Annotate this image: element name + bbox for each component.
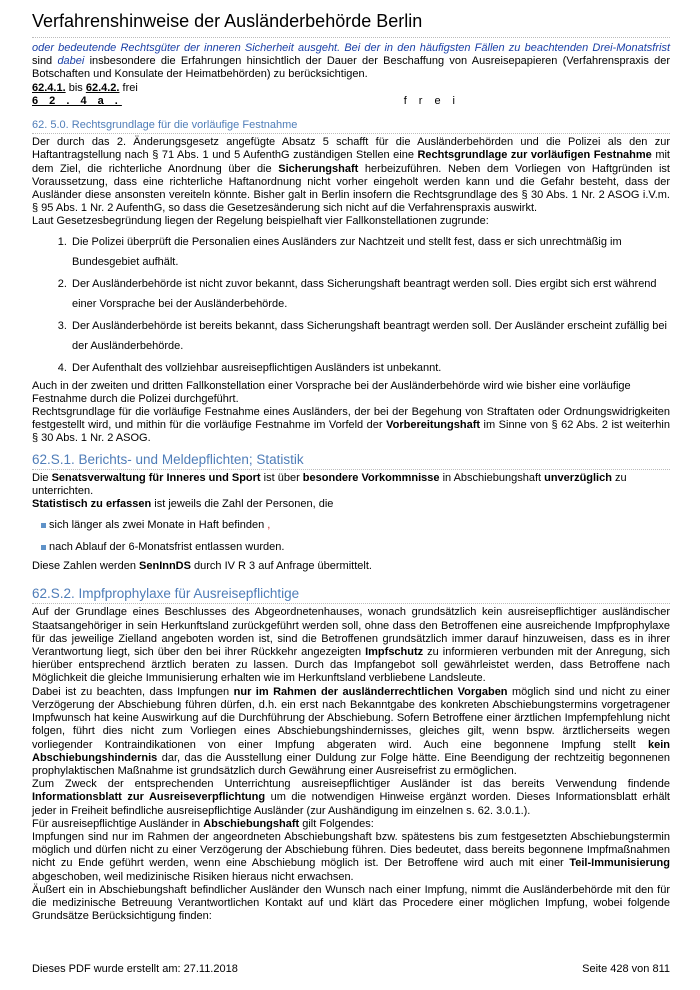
heading-divider bbox=[32, 133, 670, 134]
list-item: nach Ablauf der 6-Monatsfrist entlassen wurden. bbox=[41, 537, 670, 557]
paragraph: Zum Zweck der entsprechenden Unterrichtung ausreisepflichtiger Ausländer ist das bereits Verwendung findende Informationsblatt zur Ausreiseverpflichtung um die notwendigen Hinweise ergänzt worden. Dieses Informationsblatt erhält jeder in Freiheit befindliche ausreisepflichtige Ausländer (zur Aushändigung im einzelnen s. 62. 3.0.1.). bbox=[32, 778, 670, 817]
title-divider bbox=[32, 37, 670, 38]
paragraph: Statistisch zu erfassen ist jeweils die Zahl der Personen, die bbox=[32, 498, 334, 511]
heading-62-s-1: 62.S.1. Berichts- und Meldepflichten; Statistik bbox=[32, 451, 304, 467]
paragraph: Der durch das 2. Änderungsgesetz angefügte Absatz 5 schafft für die Ausländerbehörden und die Polizei als den zur Haftantragstellung nach § 71 Abs. 1 und 5 AufenthG zuständigen Stellen eine Rechtsgrundlage zur vorläufigen Festnahme mit dem Ziel, die richterliche Anordnung über die Sicherungshaft herbeizuführen. Neben dem Vorliegen von Haftgründen ist Voraussetzung, dass eine richterliche Haftanordnung nicht vorher eingeholt werden kann und die Gefahr besteht, dass der Ausländer diese ansonsten vereiteln könnte. Bisher galt in Berlin insofern die Rechtsgrundlage des § 30 Abs. 1 Nr. 2 ASOG i.V.m. § 95 Abs. 1 Nr. 2 AufenthG, so dass die Gesetzesänderung sich nicht auf die Verfahrenspraxis auswirkt. bbox=[32, 136, 670, 215]
paragraph: Äußert ein in Abschiebungshaft befindlicher Ausländer den Wunsch nach einer Impfung, nimmt die Ausländerbehörde mit den für die medizinische Betreuung Verantwortlichen Kontakt auf und klärt das Procedere einer möglichen Impfung, wobei folgende Grundsätze Berücksichtigung finden: bbox=[32, 883, 670, 923]
section-refs: 62.4.1. bis 62.4.2. frei bbox=[32, 81, 138, 94]
paragraph: Impfungen sind nur im Rahmen der angeordneten Abschiebungshaft bzw. spätestens bis zum festgesetzten Abschiebungstermin möglich und dürfen nicht zu einer Verzögerung der Abschiebung führen. Dies bedeutet, dass bereits begonnene Impfmaßnahmen nicht zu Ende geführt werden, wenn eine Abschiebung möglich ist. Der Betroffene wird auch mit einer Teil-Immunisierung abgeschoben, weil medizinische Risiken hieraus nicht erwachsen. bbox=[32, 830, 670, 883]
paragraph: Auf der Grundlage eines Beschlusses des Abgeordnetenhauses, wonach grundsätzlich kein ausreisepflichtiger ausländischer Staatsangehöriger in sein Herkunftsland zurückgeführt werden soll, ohne dass den Betroffenen eine ausreichende Impfprophylaxe für das jeweilige Zielland angeboten worden ist, sind die Betroffenen grundsätzlich immer darauf hinzuweisen, dass es in ihrer Verantwortung liegt, sich über den bei ihrer Rückkehr angezeigten Impfschutz zu informieren verbunden mit der Anregung, sich hierüber entsprechend ärztlich beraten zu lassen. Durch das Impfangebot soll gewährleistet werden, dass Betroffene nach Möglichkeit die gleiche Immunisierung erhalten wie im Herkunftsland verbliebene Landsleute. bbox=[32, 606, 670, 685]
heading-62-5-0: 62. 5.0. Rechtsgrundlage für die vorläufige Festnahme bbox=[32, 119, 298, 132]
paragraph: Die Senatsverwaltung für Inneres und Sport ist über besondere Vorkommnisse in Abschiebungshaft unverzüglich zu unterrichten. bbox=[32, 471, 627, 497]
page-footer bbox=[32, 963, 670, 975]
list-item: 4. Der Aufenthalt des vollziehbar ausreisepflichtigen Ausländers ist unbekannt. bbox=[70, 358, 670, 378]
list-item: 2. Der Ausländerbehörde ist nicht zuvor bekannt, dass Sicherungshaft beantragt werden soll. Dies ergibt sich erst während einer Vorsprache bei der Ausländerbehörde. bbox=[70, 274, 670, 314]
list-item: sich länger als zwei Monate in Haft befinden , bbox=[41, 515, 670, 535]
link-62-4-1[interactable]: 62.4.1. bbox=[32, 81, 66, 94]
pdf-created-date: Dieses PDF wurde erstellt am: 27.11.2018 bbox=[32, 963, 238, 975]
paragraph: Rechtsgrundlage für die vorläufige Festnahme eines Ausländers, der bei der Begehung von Straftaten oder Ordnungswidrigkeiten festgestellt wird, und mithin für die vorläufige Festnahme im Vorfeld der Vorbereitungshaft im Sinne von § 62 Abs. 2 ist weiterhin § 30 Abs. 1 Nr. 2 ASOG. bbox=[32, 406, 670, 445]
heading-62-s-2: 62.S.2. Impfprophylaxe für Ausreisepflichtige bbox=[32, 586, 300, 602]
statistics-list bbox=[41, 515, 670, 557]
section-62-4a-line bbox=[32, 95, 467, 108]
heading-divider bbox=[32, 603, 670, 604]
link-62-4-2[interactable]: 62.4.2. bbox=[85, 81, 120, 94]
case-list bbox=[56, 232, 670, 378]
document-title: Verfahrenshinweise der Ausländerbehörde Berlin bbox=[32, 11, 423, 31]
bullet-icon bbox=[41, 545, 46, 550]
paragraph: Auch in der zweiten und dritten Fallkonstellation einer Vorsprache bei der Ausländerbehörde wird wie bisher eine vorläufige Festnahme durch die Polizei durchgeführt. bbox=[32, 379, 631, 405]
intro-paragraph: oder bedeutende Rechtsgüter der inneren Sicherheit ausgeht. Bei der in den häufigsten Fällen zu beachtenden Drei-Monatsfrist sind dabei insbesondere die Erfahrungen hinsichtlich der Dauer der Beschaffung von Ausreisepapieren (Verfahrenspraxis der Botschaften und Konsulate der Heimatbehörden) zu berücksichtigen. bbox=[32, 42, 670, 81]
list-item: 3. Der Ausländerbehörde ist bereits bekannt, dass Sicherungshaft beantragt werden soll. Der Ausländer erscheint zufällig bei der Ausländerbehörde. bbox=[70, 316, 670, 356]
document-body bbox=[32, 42, 670, 923]
intro-blue-text: oder bedeutende Rechtsgüter der inneren Sicherheit ausgeht. Bei der in den häufigsten Fällen zu beachtenden Drei-Monatsfrist bbox=[32, 42, 670, 54]
paragraph: Diese Zahlen werden SenInnDS durch IV R 3 auf Anfrage übermittelt. bbox=[32, 560, 372, 573]
section-62-4a-status: frei bbox=[403, 94, 467, 107]
section-62-4a-number[interactable]: 6 2 . 4 a . bbox=[32, 94, 122, 107]
paragraph: Laut Gesetzesbegründung liegen der Regelung beispielhaft vier Fallkonstellationen zugrunde: bbox=[32, 215, 489, 228]
paragraph: Für ausreisepflichtige Ausländer in Abschiebungshaft gilt Folgendes: bbox=[32, 817, 374, 830]
list-item: 1. Die Polizei überprüft die Personalien eines Ausländers zur Nachtzeit und stellt fest, dass er sich unrechtmäßig im Bundesgebiet aufhält. bbox=[70, 232, 670, 272]
intro-blue-word: dabei bbox=[57, 55, 85, 68]
page-number: Seite 428 von 811 bbox=[582, 963, 670, 975]
paragraph: Dabei ist zu beachten, dass Impfungen nur im Rahmen der ausländerrechtlichen Vorgaben möglich sind und nicht zu einer Verzögerung der Abschiebung führen dürfen, d.h. ein erst nach Bekanntgabe des konkreten Abschiebungstermins vorgetragener Impfwunsch hat keine Auswirkung auf die Durchführung der Abschiebung. Sofern Betroffene einer ärztlichen Impfempfehlung nicht folgen, führt dies nicht zum Vorliegen eines Abschiebungshindernisses, gleiches gilt, wenn bspw. ärztlicherseits wegen vorliegender Kontraindikationen von einer Impfung abgeraten wird. Auch eine begonnene Impfung stellt kein Abschiebungshindernis dar, das die Ausstellung einer Duldung zur Folge hätte. Eine Beendigung der rechtzeitig begonnenen prophylaktischen Maßnahme ist grundsätzlich durch Gewährung einer Ausreisefrist zu ermöglichen. bbox=[32, 685, 670, 777]
bullet-icon bbox=[41, 523, 46, 528]
heading-divider bbox=[32, 469, 670, 470]
